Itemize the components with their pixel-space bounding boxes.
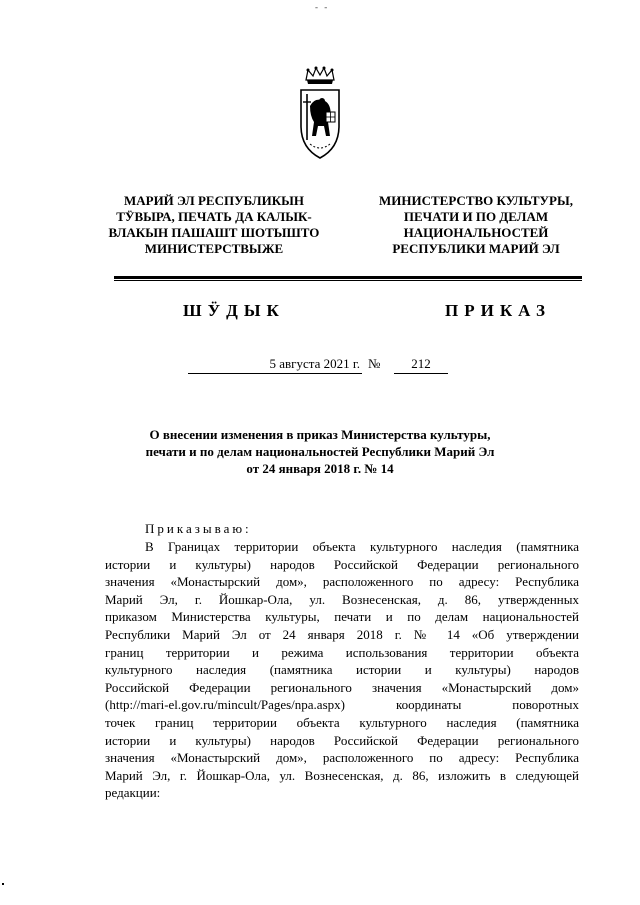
- doc-type-mari: ШӰДЫК: [183, 301, 285, 320]
- number-sign: №: [368, 356, 381, 371]
- body-line: приказом Министерства культуры, печати и по делам национальностей: [105, 609, 579, 625]
- body-line: Республики Марий Эл от 24 января 2018 г. № 14 «Об утверждении: [105, 626, 579, 642]
- body-line: значения «Монастырский дом», расположенного по адресу: Республика: [105, 750, 579, 766]
- order-word: Приказываю:: [145, 521, 252, 536]
- document-date: 5 августа 2021 г.: [188, 356, 362, 374]
- header-left-mari-block: [94, 193, 334, 257]
- header-divider-thick: [114, 276, 582, 279]
- body-paragraph: [105, 538, 579, 802]
- body-line: истории и культуры) народов Российской Федерации регионального: [105, 732, 579, 748]
- header-left-line: МАРИЙ ЭЛ РЕСПУБЛИКЫН: [123, 193, 305, 208]
- body-line: Марий Эл, г. Йошкар-Ола, ул. Вознесенская, д. 86, утвержденных: [105, 591, 579, 607]
- title-line: от 24 января 2018 г. № 14: [246, 461, 394, 476]
- title-line: О внесении изменения в приказ Министерства культуры,: [149, 427, 491, 442]
- body-line: значения «Монастырский дом», расположенного по адресу: Республика: [105, 574, 579, 590]
- top-scan-marks: - -: [315, 2, 330, 12]
- scan-speck: [2, 883, 4, 885]
- body-line: Марий Эл, г. Йошкар-Ола, ул. Вознесенская, д. 86, изложить в следующей: [105, 767, 579, 783]
- body-line: В Границах территории объекта культурного наследия (памятника: [145, 539, 579, 554]
- body-line: границ территории и режима использования территории объекта: [105, 644, 579, 660]
- body-line: истории и культуры) народов Российской Федерации регионального: [105, 556, 579, 572]
- body-line: культурного наследия (памятника истории и культуры) народов: [105, 662, 579, 678]
- header-left-line: ТӰВЫРА, ПЕЧАТЬ ДА КАЛЫК-: [116, 209, 312, 224]
- document-title: [100, 426, 540, 477]
- body-line: редакции:: [105, 785, 161, 801]
- header-left-line: ВЛАКЫН ПАШАШТ ШОТЫШТО: [108, 225, 320, 240]
- body-line: точек границ территории объекта культурного наследия (памятника: [105, 714, 579, 730]
- doc-type-russian: ПРИКАЗ: [445, 301, 551, 320]
- header-right-line: НАЦИОНАЛЬНОСТЕЙ: [403, 225, 549, 240]
- header-left-line: МИНИСТЕРСТВЫЖЕ: [144, 241, 284, 256]
- document-number: 212: [394, 356, 448, 374]
- coat-of-arms-emblem-icon: [298, 66, 342, 170]
- header-right-russian-block: [356, 193, 596, 257]
- header-right-line: МИНИСТЕРСТВО КУЛЬТУРЫ,: [379, 193, 573, 208]
- header-right-line: РЕСПУБЛИКИ МАРИЙ ЭЛ: [392, 241, 560, 256]
- header-divider-thin: [114, 280, 582, 281]
- header-right-line: ПЕЧАТИ И ПО ДЕЛАМ: [403, 209, 549, 224]
- body-line: (http://mari-el.gov.ru/mincult/Pages/npa.aspx) координаты поворотных: [105, 697, 579, 713]
- title-line: печати и по делам национальностей Республики Марий Эл: [145, 444, 495, 459]
- body-line: Российской Федерации регионального значения «Монастырский дом»: [105, 679, 579, 695]
